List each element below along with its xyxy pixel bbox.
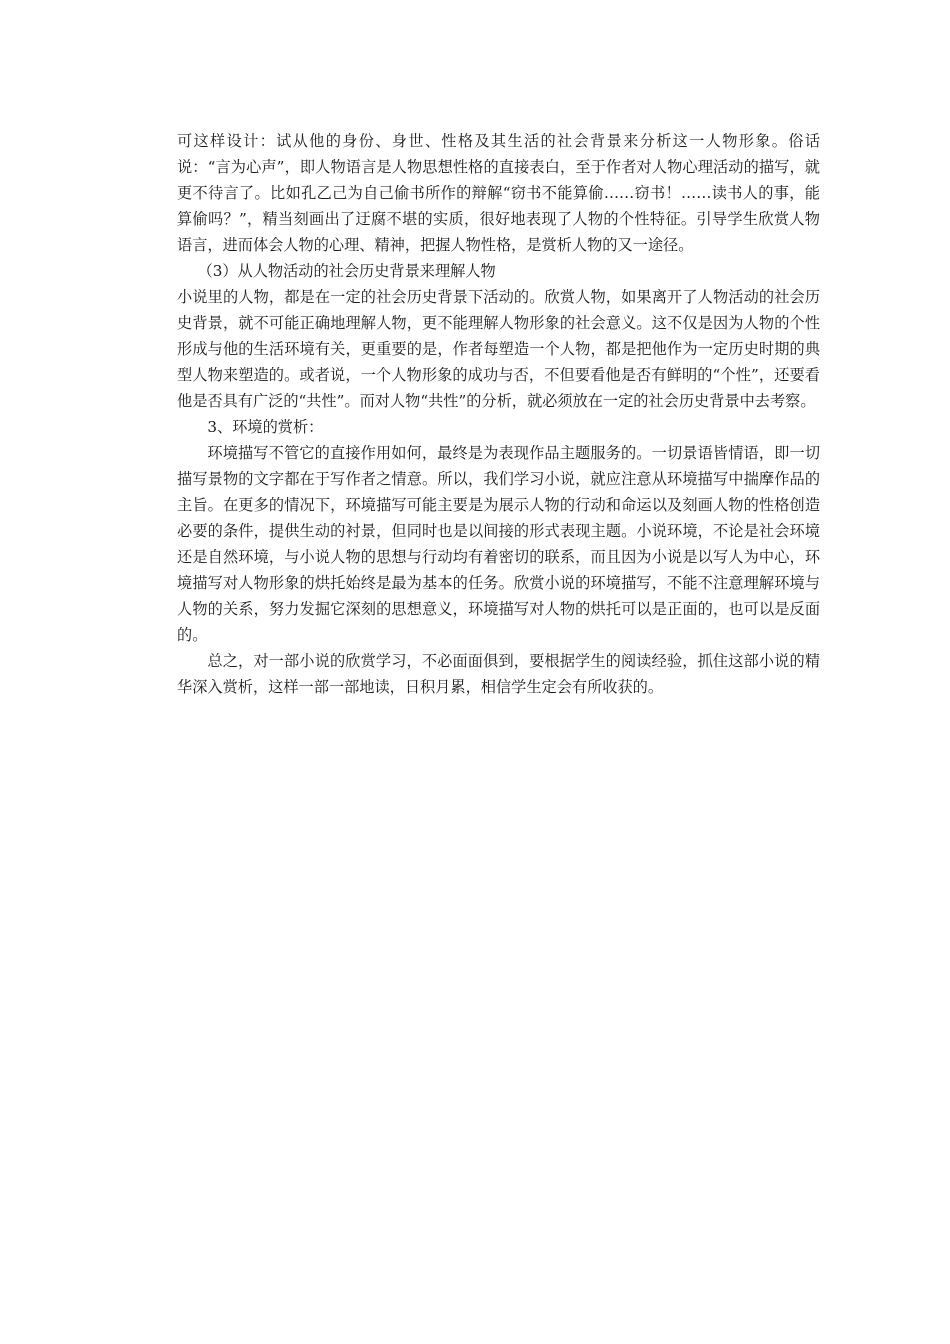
paragraph-social-background: 小说里的人物，都是在一定的社会历史背景下活动的。欣赏人物，如果离开了人物活动的社会历史背景，就不可能正确地理解人物，更不能理解人物形象的社会意义。这不仅是因为人物的个性形成与他的生活环境有关，更重要的是，作者每塑造一个人物，都是把他作为一定历史时期的典型人物来塑造的。或者说，一个人物形象的成功与否，不但要看他是否有鲜明的“个性”，还要看他是否具有广泛的“共性”。而对人物“共性”的分析，就必须放在一定的社会历史背景中去考察。	[177, 288, 820, 410]
paragraph-conclusion: 总之，对一部小说的欣赏学习，不必面面俱到，要根据学生的阅读经验，抓住这部小说的精华深入赏析，这样一部一部地读，日积月累，相信学生定会有所收获的。	[177, 652, 820, 696]
paragraph-character-language: 可这样设计：试从他的身份、身世、性格及其生活的社会背景来分析这一人物形象。俗话说：“言为心声”，即人物语言是人物思想性格的直接表白，至于作者对人物心理活动的描写，就更不待言了。比如孔乙己为自己偷书所作的辩解“窃书不能算偷……窃书！……读书人的事，能算偷吗？”，精当刻画出了迂腐不堪的实质，很好地表现了人物的个性特征。引导学生欣赏人物语言，进而体会人物的心理、精神，把握人物性格，是赏析人物的又一途径。	[177, 132, 820, 254]
section-heading-environment: 3、环境的赏析：	[207, 418, 324, 436]
document-body	[177, 128, 820, 700]
paragraph-environment: 环境描写不管它的直接作用如何，最终是为表现作品主题服务的。一切景语皆情语，即一切描写景物的文字都在于写作者之情意。所以，我们学习小说，就应注意从环境描写中揣摩作品的主旨。在更多的情况下，环境描写可能主要是为展示人物的行动和命运以及刻画人物的性格创造必要的条件，提供生动的衬景，但同时也是以间接的形式表现主题。小说环境，不论是社会环境还是自然环境，与小说人物的思想与行动均有着密切的联系，而且因为小说是以写人为中心，环境描写对人物形象的烘托始终是最为基本的任务。欣赏小说的环境描写，不能不注意理解环境与人物的关系，努力发掘它深刻的思想意义，环境描写对人物的烘托可以是正面的，也可以是反面的。	[177, 444, 820, 644]
subheading-social-background: （3）从人物活动的社会历史背景来理解人物	[197, 262, 496, 280]
